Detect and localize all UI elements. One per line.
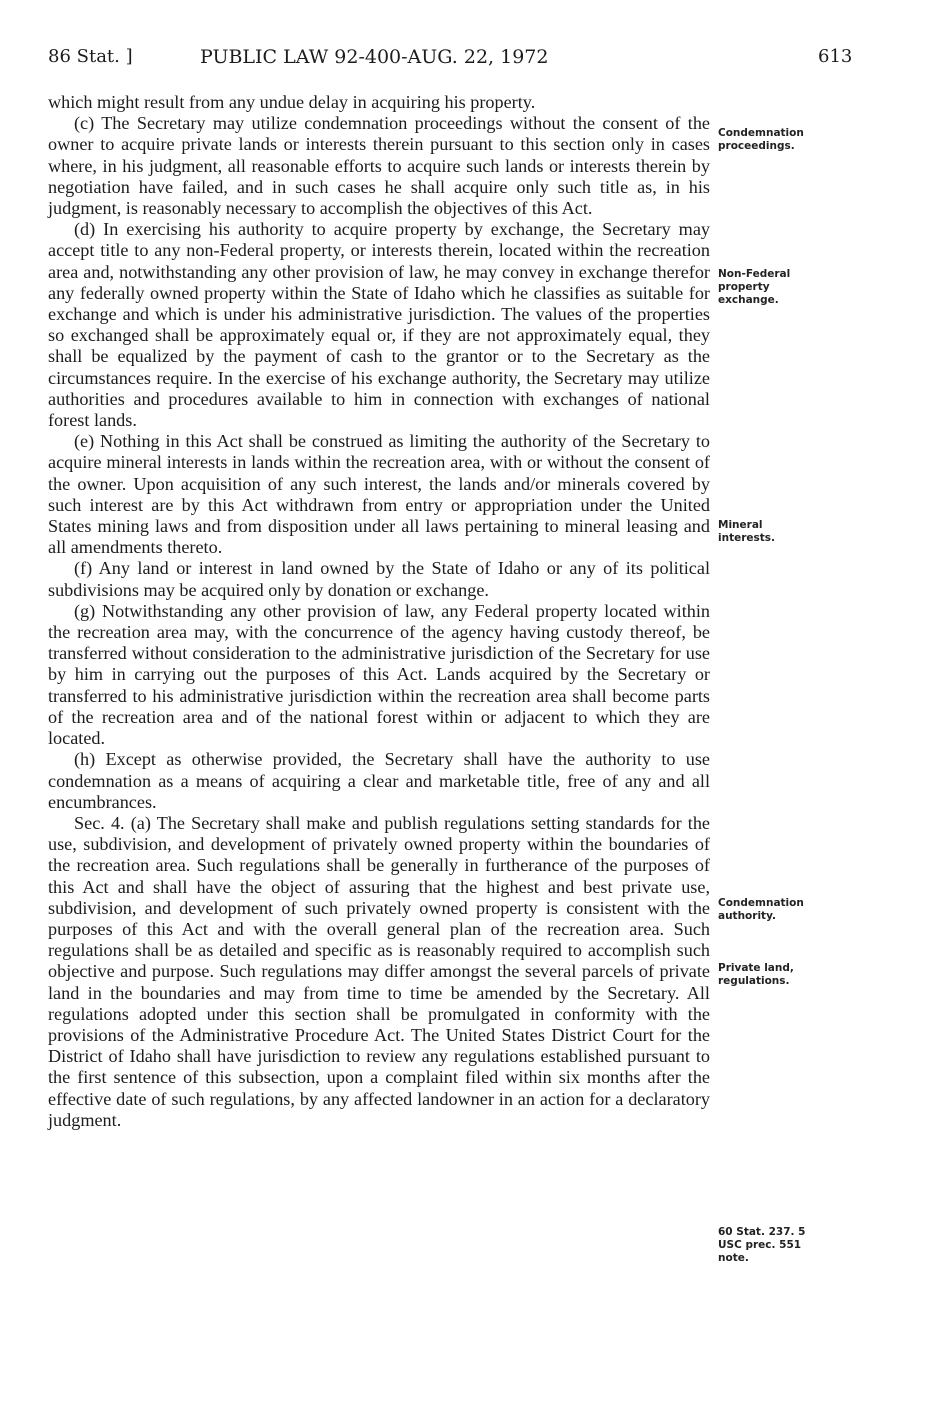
page-number: 613 (818, 46, 853, 67)
paragraph-sec-4a: Sec. 4. (a) The Secretary shall make and publish regulations setting standards for the use, subdivision, and development of privately owned property within the boundaries of the recreation area. Such regulations shall be generally in furtherance of the purposes of this Act and shall have the object of assuring that the highest and best private use, subdivision, and development of such privately owned property is consistent with the purposes of this Act and with the overall general plan of the recreation area. Such regulations shall be as detailed and specific as is reasonably required to accomplish such objective and purpose. Such regulations may differ amongst the several parcels of private land in the boundaries and may from time to time be amended by the Secretary. All regulations adopted under this section shall be promulgated in conformity with the provisions of the Administrative Procedure Act. The United States District Court for the District of Idaho shall have jurisdiction to review any regulations established pursuant to the first sentence of this subsection, upon a complaint filed within six months after the effective date of such regulations, by any affected landowner in an action for a declaratory judgment. (48, 812, 710, 1130)
paragraph-h: (h) Except as otherwise provided, the Secretary shall have the authority to use condemnation as a means of acquiring a clear and marketable title, free of any and all encumbrances. (48, 749, 710, 812)
paragraph-d: (d) In exercising his authority to acquire property by exchange, the Secretary may accept title to any non-Federal property, or interests therein, located within the recreation area and, notwithstanding any other provision of law, he may convey in exchange therefor any federally owned property within the State of Idaho which he classifies as suitable for exchange and which is under his administrative jurisdiction. The values of the properties so exchanged shall be approximately equal or, if they are not approximately equal, they shall be equalized by the payment of cash to the grantor or to the Secretary as the circumstances require. In the exercise of his exchange authority, the Secretary may utilize authorities and procedures available to him in connection with exchanges of national forest lands. (48, 219, 710, 431)
paragraph-g: (g) Notwithstanding any other provision of law, any Federal property located within the recreation area may, with the concurrence of the agency having custody thereof, be transferred without consideration to the administrative jurisdiction of the Secretary for use by him in carrying out the purposes of this Act. Lands acquired by the Secretary or transferred to his administrative jurisdiction within the recreation area shall become parts of the recreation area and of the national forest within or adjacent to which they are located. (48, 600, 710, 749)
page-title: PUBLIC LAW 92-400-AUG. 22, 1972 (200, 46, 549, 68)
margin-note-non-federal-exchange: Non-Federal property exchange. (718, 268, 791, 306)
margin-note-condemnation-authority: Condemnation authority. (718, 897, 804, 922)
statute-volume-label: 86 Stat. ] (48, 46, 133, 67)
paragraph-f: (f) Any land or interest in land owned by the State of Idaho or any of its political subdivisions may be acquired only by donation or exchange. (48, 558, 710, 600)
margin-note-condemnation-proceedings: Condemnation proceedings. (718, 127, 804, 152)
paragraph-c: (c) The Secretary may utilize condemnation proceedings without the consent of the owner to acquire private lands or interests therein pursuant to this section only in cases where, in his judgment, all reasonable efforts to acquire such lands or interests therein by negotiation have failed, and in such cases he shall acquire only such title as, in his judgment, is reasonably necessary to accomplish the objectives of this Act. (48, 113, 710, 219)
paragraph-e: (e) Nothing in this Act shall be construed as limiting the authority of the Secretary to acquire mineral interests in lands within the recreation area, with or without the consent of the owner. Upon acquisition of any such interest, the lands and/or minerals covered by such interest are by this Act withdrawn from entry or appropriation under the United States mining laws and from disposition under all laws pertaining to mineral leasing and all amendments thereto. (48, 431, 710, 558)
margin-note-statute-citation: 60 Stat. 237. 5 USC prec. 551 note. (718, 1226, 806, 1264)
paragraph-continuation: which might result from any undue delay in acquiring his property. (48, 92, 536, 112)
margin-note-mineral-interests: Mineral interests. (718, 519, 776, 544)
law-body-text (48, 92, 710, 1131)
margin-note-private-land-regulations: Private land, regulations. (718, 962, 794, 987)
